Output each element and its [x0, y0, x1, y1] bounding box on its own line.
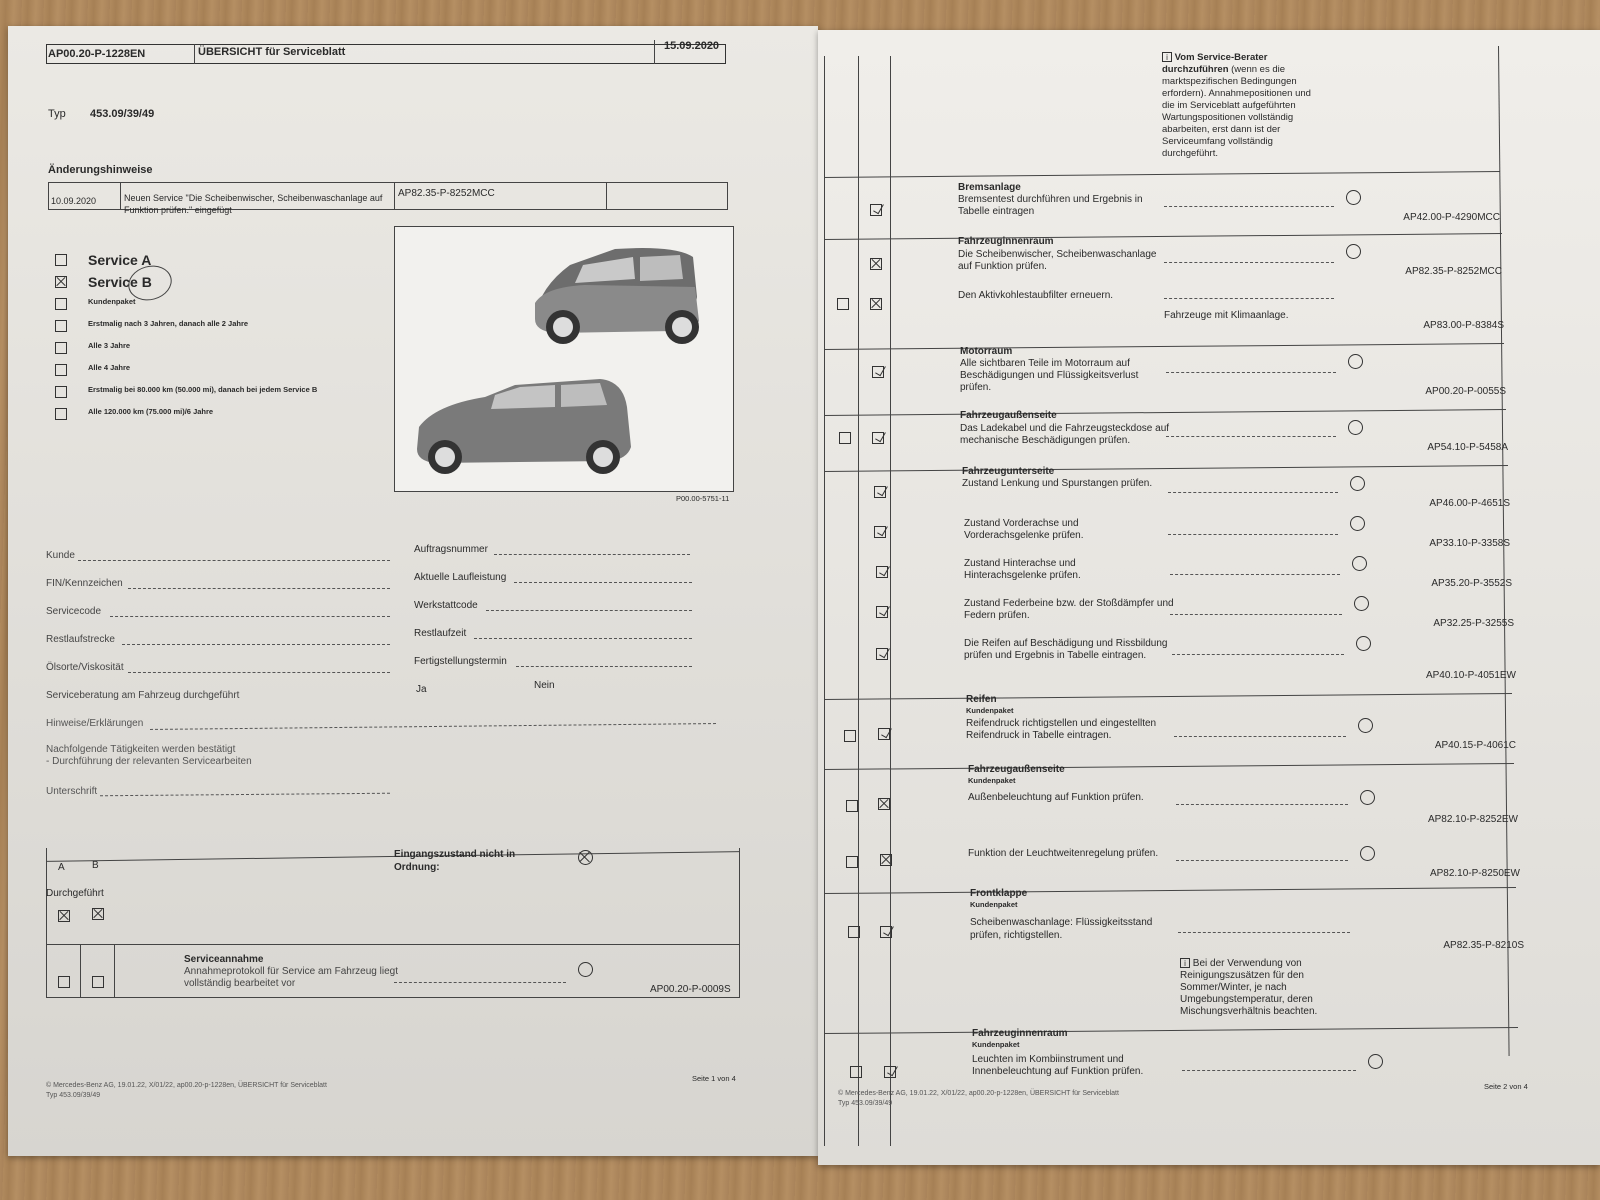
hints-input[interactable]	[150, 723, 716, 730]
item-9-circle[interactable]	[1354, 596, 1369, 611]
field-laufleistung-label: Aktuelle Laufleistung	[414, 572, 507, 583]
item-11-a-checkbox[interactable]	[844, 730, 856, 742]
doc-date: 15.09.2020	[664, 40, 720, 52]
typ-label: Typ	[48, 108, 66, 120]
field-werkstattcode-label: Werkstattcode	[414, 600, 478, 611]
header-box	[46, 44, 726, 64]
section-fahrzeuginnenraum: Fahrzeuginnenraum	[958, 236, 1054, 247]
item-12-input[interactable]	[1176, 804, 1348, 805]
cleaning-note-text: Bei der Verwendung von Reinigungszusätzen für den Sommer/Winter, je nach Umgebungstemperatur, deren Mischungsverhältnis beachten.	[1180, 958, 1318, 1017]
performed-a-checkbox[interactable]	[58, 910, 70, 922]
cleaning-info-icon: i	[1180, 958, 1190, 968]
item-5-ref: AP54.10-P-5458A	[1427, 442, 1508, 453]
item-8-circle[interactable]	[1352, 556, 1367, 571]
item-7-ref: AP33.10-P-3358S	[1429, 538, 1510, 549]
item-13-b-checkbox[interactable]	[880, 854, 892, 866]
signature-label: Unterschrift	[46, 786, 98, 797]
footer-copyright: © Mercedes-Benz AG, 19.01.22, X/01/22, ap00.20-p-1228en, ÜBERSICHT für Serviceblatt	[46, 1082, 327, 1089]
item-9-b-checkbox[interactable]	[876, 606, 888, 618]
item-4-text: Alle sichtbaren Teile im Motorraum auf Beschädigungen und Flüssigkeitsverlust prüfen.	[960, 358, 1139, 393]
reception-ref: AP00.20-P-0009S	[650, 984, 731, 995]
option-label-4: Alle 4 Jahre	[88, 363, 131, 372]
item-5-circle[interactable]	[1348, 420, 1363, 435]
item-6-ref: AP46.00-P-4651S	[1429, 498, 1510, 509]
reception-circle[interactable]	[578, 962, 593, 977]
cleaning-note	[1180, 958, 1350, 1018]
item-10-text: Die Reifen auf Beschädigung und Rissbildung prüfen und Ergebnis in Tabelle eintragen.	[964, 638, 1168, 661]
field-laufleistung-input[interactable]	[514, 582, 692, 583]
field-oelsorte-label: Ölsorte/Viskosität	[46, 662, 124, 673]
option-checkbox-6[interactable]	[55, 408, 67, 420]
section-fahrzeugaussenseite: Fahrzeugaußenseite	[960, 410, 1057, 421]
item-14-a-checkbox[interactable]	[848, 926, 860, 938]
field-kunde-label: Kunde	[46, 550, 75, 561]
section-innenraum-sub: Kundenpaket	[972, 1040, 1020, 1049]
info-title: Vom Service-Berater	[1174, 52, 1268, 63]
item-7-circle[interactable]	[1350, 516, 1365, 531]
item-13-circle[interactable]	[1360, 846, 1375, 861]
consult-nein[interactable]: Nein	[534, 680, 555, 691]
field-auftragsnummer-input[interactable]	[494, 554, 690, 555]
section-frontklappe: Frontklappe	[970, 888, 1028, 899]
section-reifen: Reifen	[966, 694, 997, 705]
field-fin-input[interactable]	[128, 588, 390, 589]
item-1-input[interactable]	[1164, 206, 1334, 207]
option-checkbox-3[interactable]	[55, 342, 67, 354]
field-servicecode-label: Servicecode	[46, 606, 102, 617]
option-checkbox-2[interactable]	[55, 320, 67, 332]
field-restlaufzeit-label: Restlaufzeit	[414, 628, 467, 639]
item-15-text: Leuchten im Kombiinstrument und Innenbeleuchtung auf Funktion prüfen.	[972, 1054, 1144, 1077]
section-fahrzeugaussenseite-2: Fahrzeugaußenseite	[968, 764, 1065, 775]
consult-label: Serviceberatung am Fahrzeug durchgeführt	[46, 690, 240, 701]
item-3-input[interactable]	[1164, 298, 1334, 299]
item-12-text: Außenbeleuchtung auf Funktion prüfen.	[968, 792, 1144, 803]
item-4-input[interactable]	[1166, 372, 1336, 373]
footer-copyright-2: © Mercedes-Benz AG, 19.01.22, X/01/22, ap00.20-p-1228en, ÜBERSICHT für Serviceblatt	[838, 1090, 1119, 1097]
item-13-a-checkbox[interactable]	[846, 856, 858, 868]
footer-typ-2: Typ 453.09/39/49	[838, 1100, 893, 1107]
item-4-ref: AP00.20-P-0055S	[1425, 386, 1506, 397]
performed-b-checkbox[interactable]	[92, 908, 104, 920]
item-9-input[interactable]	[1170, 614, 1342, 615]
option-checkbox-1[interactable]	[55, 298, 67, 310]
change-date: 10.09.2020	[51, 196, 97, 206]
item-11-input[interactable]	[1174, 736, 1346, 737]
service-b-label: Service B	[88, 274, 152, 290]
item-2-input[interactable]	[1164, 262, 1334, 263]
section-fahrzeugunterseite: Fahrzeugunterseite	[962, 466, 1055, 477]
item-11-ref: AP40.15-P-4061C	[1434, 740, 1516, 751]
field-oelsorte-input[interactable]	[128, 672, 390, 673]
field-fin-label: FIN/Kennzeichen	[46, 578, 123, 589]
doc-code: AP00.20-P-1228EN	[48, 48, 146, 60]
fortwo-car-icon	[535, 248, 699, 344]
field-servicecode-input[interactable]	[110, 616, 390, 617]
footer-typ: Typ 453.09/39/49	[46, 1092, 101, 1099]
field-restlaufstrecke-label: Restlaufstrecke	[46, 634, 115, 645]
section-fahrzeuginnenraum-2: Fahrzeuginnenraum	[972, 1028, 1068, 1039]
section-aussenseite-sub: Kundenpaket	[968, 776, 1016, 785]
hints-label: Hinweise/Erklärungen	[46, 718, 144, 729]
section-frontklappe-sub: Kundenpaket	[970, 900, 1018, 909]
item-2-circle[interactable]	[1346, 244, 1361, 259]
item-2-ref: AP82.35-P-8252MCC	[1405, 266, 1502, 277]
item-2-text: Die Scheibenwischer, Scheibenwaschanlage auf Funktion prüfen.	[958, 249, 1157, 272]
section-reifen-sub: Kundenpaket	[966, 706, 1014, 715]
item-8-ref: AP35.20-P-3552S	[1431, 578, 1512, 589]
item-8-text: Zustand Hinterachse und Hinterachsgelenke prüfen.	[964, 558, 1081, 581]
doc-title: ÜBERSICHT für Serviceblatt	[198, 46, 346, 58]
item-7-input[interactable]	[1168, 534, 1338, 535]
item-15-circle[interactable]	[1368, 1054, 1383, 1069]
changes-heading: Änderungshinweise	[48, 164, 153, 176]
item-1-b-checkbox[interactable]	[870, 204, 882, 216]
item-7-text: Zustand Vorderachse und Vorderachsgelenke prüfen.	[964, 518, 1084, 541]
option-checkbox-4[interactable]	[55, 364, 67, 376]
typ-value: 453.09/39/49	[90, 108, 155, 120]
option-label-3: Alle 3 Jahre	[88, 341, 131, 350]
item-3-ref: AP83.00-P-8384S	[1423, 320, 1504, 331]
item-5-b-checkbox[interactable]	[872, 432, 884, 444]
field-kunde-input[interactable]	[78, 560, 390, 561]
signature-input[interactable]	[100, 793, 390, 797]
item-10-input[interactable]	[1172, 654, 1344, 655]
item-12-circle[interactable]	[1360, 790, 1375, 805]
item-9-ref: AP32.25-P-3255S	[1433, 618, 1514, 629]
reception-input[interactable]	[394, 982, 566, 983]
item-14-text: Scheibenwaschanlage: Flüssigkeitsstand prüfen, richtigstellen.	[970, 917, 1153, 941]
section-bremsanlage: Bremsanlage	[958, 182, 1021, 193]
option-checkbox-5[interactable]	[55, 386, 67, 398]
entry-state-label: Eingangszustand nicht in Ordnung:	[394, 849, 516, 873]
page-number-2: Seite 2 von 4	[1484, 1082, 1528, 1091]
forfour-car-icon	[417, 379, 631, 474]
item-6-text: Zustand Lenkung und Spurstangen prüfen.	[962, 478, 1153, 489]
item-15-b-checkbox[interactable]	[884, 1066, 896, 1078]
item-12-ref: AP82.10-P-8252EW	[1427, 814, 1518, 825]
col-a-label: A	[58, 862, 65, 873]
item-6-input[interactable]	[1168, 492, 1338, 493]
option-label-1: Kundenpaket	[88, 297, 136, 306]
reception-title: Serviceannahme	[184, 954, 264, 965]
service-sheet-page-1	[8, 26, 818, 1156]
performed-label: Durchgeführt	[46, 888, 104, 899]
item-1-text: Bremsentest durchführen und Ergebnis in Tabelle eintragen	[958, 194, 1143, 217]
smart-car-illustration	[395, 227, 733, 491]
item-11-text: Reifendruck richtigstellen und eingestellten Reifendruck in Tabelle eintragen.	[966, 718, 1157, 741]
item-13-input[interactable]	[1176, 860, 1348, 861]
col-b-label: B	[92, 860, 99, 871]
item-3-a-checkbox[interactable]	[837, 298, 849, 310]
change-ref: AP82.35-P-8252MCC	[398, 188, 495, 199]
item-12-b-checkbox[interactable]	[878, 798, 890, 810]
item-14-ref: AP82.35-P-8210S	[1443, 940, 1524, 951]
consult-ja[interactable]: Ja	[416, 684, 427, 695]
item-11-circle[interactable]	[1358, 718, 1373, 733]
confirm-text: Nachfolgende Tätigkeiten werden bestätigt - Durchführung der relevanten Servicearbeiten	[46, 744, 252, 767]
service-sheet-page-2	[818, 30, 1600, 1165]
item-10-b-checkbox[interactable]	[876, 648, 888, 660]
field-restlaufstrecke-input[interactable]	[122, 644, 390, 645]
item-10-ref: AP40.10-P-4051EW	[1425, 670, 1516, 681]
item-5-input[interactable]	[1166, 436, 1336, 437]
field-fertigstellung-label: Fertigstellungstermin	[414, 656, 507, 667]
field-werkstattcode-input[interactable]	[486, 610, 692, 611]
item-11-b-checkbox[interactable]	[878, 728, 890, 740]
item-14-b-checkbox[interactable]	[880, 926, 892, 938]
reception-text: Annahmeprotokoll für Service am Fahrzeug liegt vollständig bearbeitet vor	[184, 966, 398, 989]
info-icon: i	[1162, 52, 1172, 62]
item-8-input[interactable]	[1170, 574, 1340, 575]
item-4-b-checkbox[interactable]	[872, 366, 884, 378]
option-label-6: Alle 120.000 km (75.000 mi)/6 Jahre	[88, 407, 214, 416]
item-6-circle[interactable]	[1350, 476, 1365, 491]
section-motorraum: Motorraum	[960, 346, 1013, 357]
info-text: (wenn es die marktspezifischen Bedingungen erfordern). Annahmepositionen und die im Serviceblatt aufgeführten Wartungspositionen vollständig abarbeiten, erst dann ist der Serviceumfang vollständig durchgeführt.	[1162, 64, 1311, 159]
item-13-ref: AP82.10-P-8250EW	[1429, 868, 1520, 879]
change-text: Neuen Service "Die Scheibenwischer, Scheibenwaschanlage auf Funktion prüfen." eingefügt	[124, 193, 383, 215]
item-3-note: Fahrzeuge mit Klimaanlage.	[1164, 310, 1289, 321]
item-1-ref: AP42.00-P-4290MCC	[1403, 212, 1500, 223]
field-fertigstellung-input[interactable]	[516, 666, 692, 667]
reception-a-checkbox[interactable]	[58, 976, 70, 988]
item-5-text: Das Ladekabel und die Fahrzeugsteckdose auf mechanische Beschädigungen prüfen.	[960, 423, 1170, 446]
item-13-text: Funktion der Leuchtweitenregelung prüfen.	[968, 848, 1159, 859]
item-1-circle[interactable]	[1346, 190, 1361, 205]
field-restlaufzeit-input[interactable]	[474, 638, 692, 639]
info-bold: durchzuführen	[1162, 64, 1229, 75]
page-number: Seite 1 von 4	[692, 1074, 736, 1083]
item-5-a-checkbox[interactable]	[839, 432, 851, 444]
item-6-b-checkbox[interactable]	[874, 486, 886, 498]
option-label-5: Erstmalig bei 80.000 km (50.000 mi), danach bei jedem Service B	[88, 385, 318, 394]
option-label-2: Erstmalig nach 3 Jahren, danach alle 2 Jahre	[88, 319, 249, 328]
info-box	[1162, 52, 1322, 160]
item-8-b-checkbox[interactable]	[876, 566, 888, 578]
entry-state-circle[interactable]	[578, 850, 593, 865]
reception-b-checkbox[interactable]	[92, 976, 104, 988]
service-a-checkbox[interactable]	[55, 254, 67, 266]
item-14-input[interactable]	[1178, 932, 1350, 933]
item-3-b-checkbox[interactable]	[870, 298, 882, 310]
item-12-a-checkbox[interactable]	[846, 800, 858, 812]
service-a-label: Service A	[88, 252, 152, 268]
service-b-checkbox[interactable]	[55, 276, 67, 288]
field-auftragsnummer-label: Auftragsnummer	[414, 544, 488, 555]
item-3-text: Den Aktivkohlestaubfilter erneuern.	[958, 290, 1114, 301]
item-2-b-checkbox[interactable]	[870, 258, 882, 270]
item-15-a-checkbox[interactable]	[850, 1066, 862, 1078]
item-7-b-checkbox[interactable]	[874, 526, 886, 538]
vehicle-image	[394, 226, 734, 492]
item-4-circle[interactable]	[1348, 354, 1363, 369]
item-9-text: Zustand Federbeine bzw. der Stoßdämpfer und Federn prüfen.	[964, 598, 1174, 621]
image-ref: P00.00-5751-11	[676, 494, 730, 503]
item-15-input[interactable]	[1182, 1070, 1356, 1071]
item-10-circle[interactable]	[1356, 636, 1371, 651]
